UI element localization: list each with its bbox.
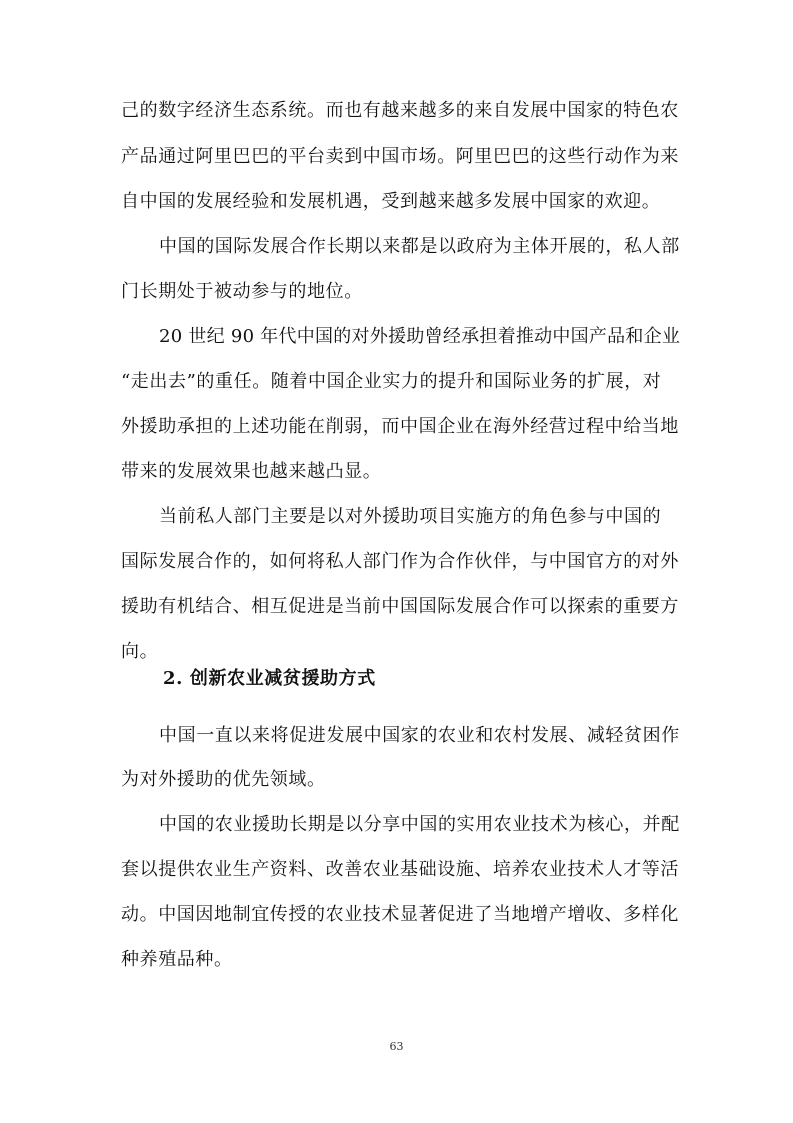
page-number: 63 (389, 1040, 404, 1053)
body-text-line: 为对外援助的优先领域。 (121, 769, 326, 790)
body-text-line: 中国的国际发展合作长期以来都是以政府为主体开展的，私人部 (159, 236, 680, 257)
body-text-line: 中国的农业援助长期是以分享中国的实用农业技术为核心，并配 (159, 814, 680, 835)
body-text-line: 套以提供农业生产资料、改善农业基础设施、培养农业技术人才等活 (121, 859, 679, 880)
body-text-line: 中国一直以来将促进发展中国家的农业和农村发展、减轻贫困作 (159, 725, 680, 746)
body-text-line: 国际发展合作的，如何将私人部门作为合作伙伴，与中国官方的对外 (121, 551, 679, 572)
body-text-line: 援助有机结合、相互促进是当前中国国际发展合作可以探索的重要方 (121, 596, 679, 617)
body-text-line: 动。中国因地制宜传授的农业技术显著促进了当地增产增收、多样化 (121, 904, 679, 925)
body-text-line: 向。 (121, 641, 159, 662)
body-text-line: 己的数字经济生态系统。而也有越来越多的来自发展中国家的特色农 (121, 100, 679, 121)
body-text-line: 外援助承担的上述功能在削弱，而中国企业在海外经营过程中给当地 (121, 416, 679, 437)
body-text-line: “走出去”的重任。随着中国企业实力的提升和国际业务的扩展，对 (121, 371, 662, 392)
body-text-line: 20 世纪 90 年代中国的对外援助曾经承担着推动中国产品和企业 (159, 326, 681, 347)
body-text-line: 产品通过阿里巴巴的平台卖到中国市场。阿里巴巴的这些行动作为来 (121, 146, 679, 167)
body-text-line: 当前私人部门主要是以对外援助项目实施方的角色参与中国的 (159, 506, 662, 527)
body-text-line: 门长期处于被动参与的地位。 (121, 281, 363, 302)
body-text-line: 带来的发展效果也越来越凸显。 (121, 461, 382, 482)
body-text-line: 种养殖品种。 (121, 949, 233, 970)
body-text-line: 自中国的发展经验和发展机遇，受到越来越多发展中国家的欢迎。 (121, 191, 661, 212)
section-heading: 2. 创新农业减贫援助方式 (163, 668, 376, 689)
